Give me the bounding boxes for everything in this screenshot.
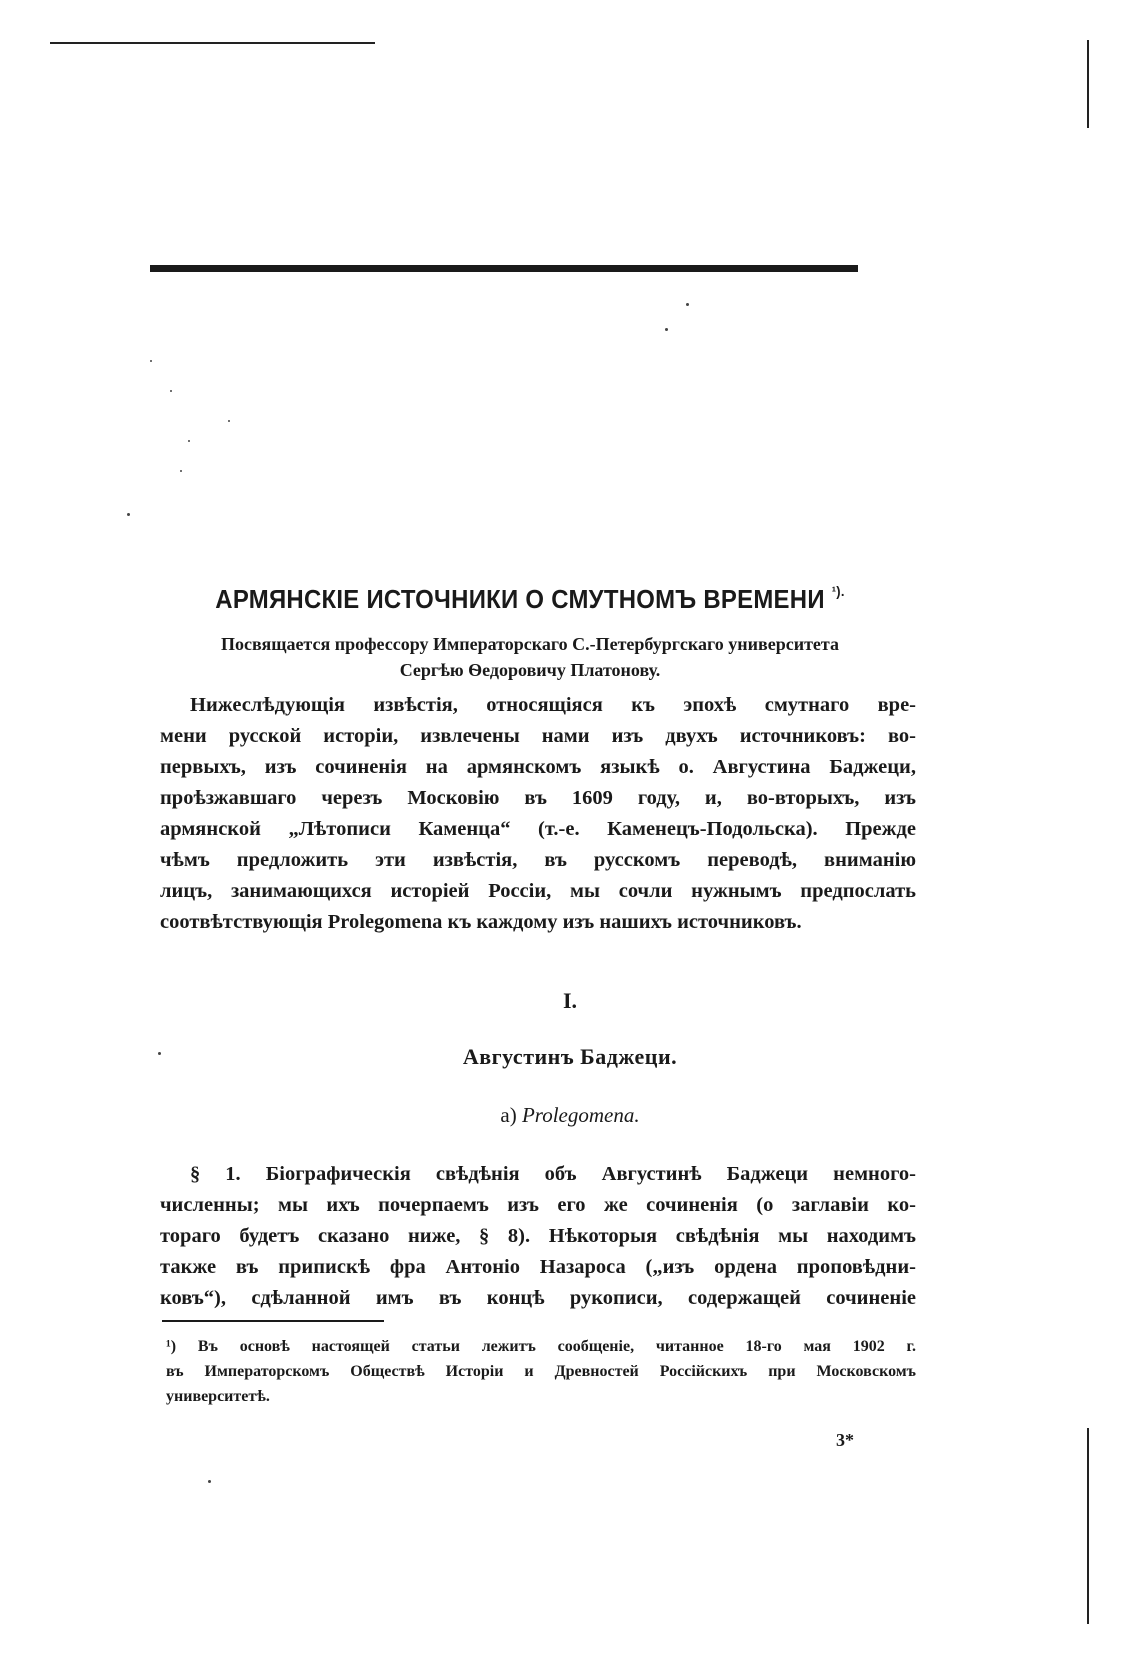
paragraph-line: первыхъ, изъ сочиненія на армянскомъ языкѣ о. Августина Баджеци, [160, 756, 916, 778]
paragraph-line: численны; мы ихъ почерпаемъ изъ его же сочиненія (о заглавіи ко- [160, 1194, 916, 1216]
paragraph-line: соотвѣтствующія Prolegomena къ каждому изъ нашихъ источниковъ. [160, 911, 802, 933]
paragraph-line: армянской „Лѣтописи Каменца“ (т.-е. Каменецъ-Подольска). Прежде [160, 818, 916, 840]
dedication-line-2: Сергѣю Ѳедоровичу Платонову. [399, 660, 661, 680]
scan-speck [228, 420, 230, 422]
subheading-label: а) [500, 1103, 517, 1127]
paragraph-line: § 1. Біографическія свѣдѣнія объ Августинѣ Баджеци немного- [190, 1163, 916, 1185]
scan-speck [170, 390, 172, 392]
scan-speck [686, 303, 689, 306]
scan-speck [180, 470, 182, 472]
paragraph-line: ковъ“), сдѣланной имъ въ концѣ рукописи, содержащей сочиненіе [160, 1287, 916, 1309]
subheading-text: Prolegomena. [521, 1103, 640, 1127]
section-paragraph [160, 1159, 916, 1314]
footnote-line: университетѣ. [166, 1388, 270, 1405]
footnote-line: ¹) Въ основѣ настоящей статьи лежитъ сообщеніе, читанное 18-го мая 1902 г. [166, 1338, 916, 1355]
header-rule [150, 265, 858, 272]
section-heading: Августинъ Баджеци. [462, 1044, 678, 1069]
scan-speck [150, 360, 152, 362]
footnote-separator [162, 1320, 384, 1322]
scan-artifact-right-edge [1087, 40, 1089, 128]
scan-artifact-right-edge-lower [1087, 1428, 1089, 1624]
title-footnote-mark: ¹). [831, 583, 845, 599]
paragraph-line: чѣмъ предложить эти извѣстія, въ русскомъ переводѣ, вниманію [160, 849, 916, 871]
article-title [180, 583, 879, 615]
article-title-text: АРМЯНСКІЕ ИСТОЧНИКИ О СМУТНОМЪ ВРЕМЕНИ [215, 584, 825, 614]
scan-speck [188, 440, 190, 442]
intro-paragraph [160, 690, 916, 938]
paragraph-line: лицъ, занимающихся исторіей Россіи, мы сочли нужнымъ предпослать [160, 880, 916, 902]
section-number: I. [562, 988, 578, 1013]
paragraph-line: также въ припискѣ фра Антоніо Назароса („изъ ордена проповѣдни- [160, 1256, 916, 1278]
dedication-line-1: Посвящается профессору Императорскаго С.-Петербургскаго университета [221, 634, 839, 654]
subheading [0, 1103, 1140, 1128]
scan-speck [665, 328, 668, 331]
paragraph-line: мени русской исторіи, извлечены нами изъ двухъ источниковъ: во- [160, 725, 916, 747]
paragraph-line: Нижеслѣдующія извѣстія, относящіяся къ эпохѣ смутнаго вре- [190, 694, 916, 716]
scan-speck [127, 513, 130, 516]
footnote [166, 1334, 916, 1409]
scan-artifact-top-line [50, 42, 375, 44]
footnote-line: въ Императорскомъ Обществѣ Исторіи и Древностей Россійскихъ при Московскомъ [166, 1363, 916, 1380]
page-number: 3* [836, 1430, 854, 1450]
paragraph-line: проѣзжавшаго черезъ Московію въ 1609 году, и, во-вторыхъ, изъ [160, 787, 916, 809]
scan-speck [208, 1480, 211, 1483]
paragraph-line: тораго будетъ сказано ниже, § 8). Нѣкоторыя свѣдѣнія мы находимъ [160, 1225, 916, 1247]
